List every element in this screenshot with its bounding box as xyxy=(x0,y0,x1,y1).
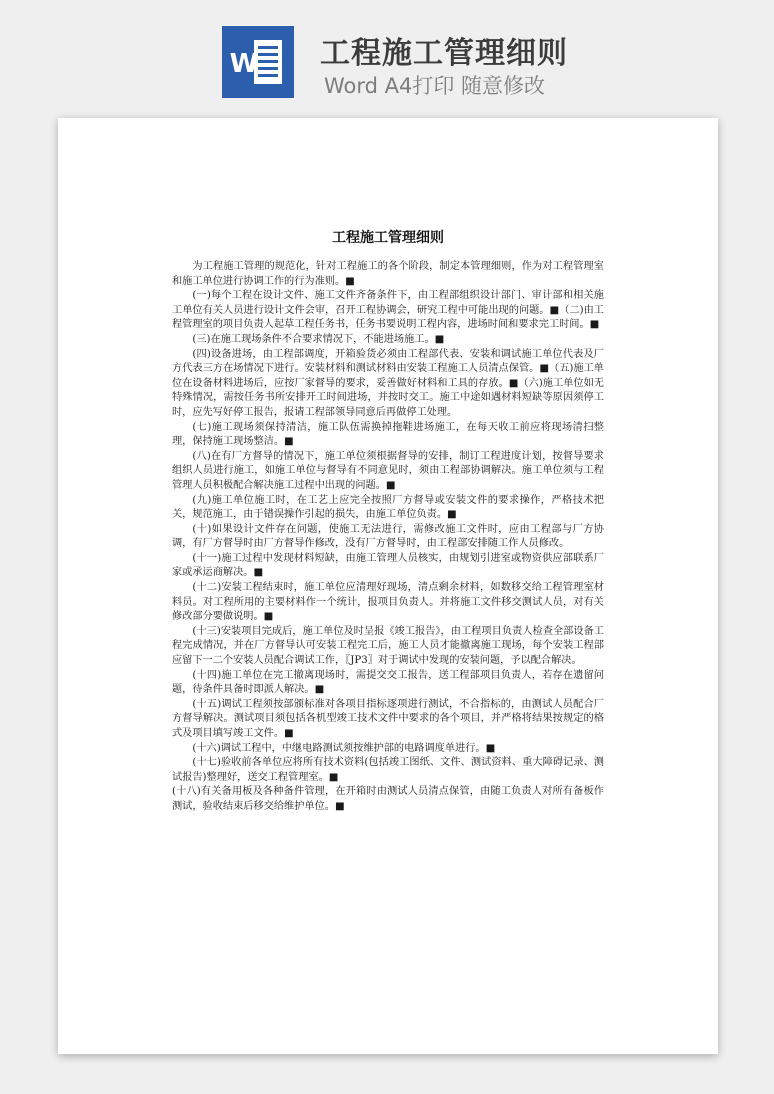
word-doc-icon xyxy=(222,26,294,98)
paragraph: (十)如果设计文件存在问题，使施工无法进行，需修改施工文件时，应由工程部与厂方协调，有厂方督导时由厂方督导作修改，没有厂方督导时，由工程部安排随工作人员修改。 xyxy=(172,523,604,550)
paragraph: (十一)施工过程中发现材料短缺，由施工管理人员核实，由规划引进室或物资供应部联系厂家或承运商解决。■ xyxy=(172,552,604,579)
paragraph: 为工程施工管理的规范化，针对工程施工的各个阶段，制定本管理细则，作为对工程管理室和施工单位进行协调工作的行为准则。■ xyxy=(172,261,604,287)
banner-subtitle: Word A4打印 随意修改 xyxy=(324,74,546,98)
paragraph: (七)施工现场须保持清洁，施工队伍需换掉拖鞋进场施工，在每天收工前应将现场清扫整理，保持施工现场整洁。■ xyxy=(172,421,604,448)
paragraph: (十六)调试工程中，中继电路测试须按维护部的电路调度单进行。■ xyxy=(192,742,496,754)
paragraph: (九)施工单位施工时，在工艺上应完全按照厂方督导或安装文件的要求操作，严格技术把关，规范施工，由于错误操作引起的损失，由施工单位负责。■ xyxy=(172,494,604,521)
document-title: 工程施工管理细则 xyxy=(332,230,444,246)
document-body xyxy=(172,260,604,815)
paragraph: (十二)安装工程结束时，施工单位应清理好现场，清点剩余材料，如数移交给工程管理室材料员。对工程所用的主要材料作一个统计，报项目负责人。并将施工文件移交测试人员，对有关修改部分要做说明。■ xyxy=(172,582,604,623)
paragraph: (十三)安装项目完成后，施工单位及时呈报《竣工报告》，由工程项目负责人检查全部设备工程完成情况，并在厂方督导认可安装工程完工后，施工人员才能撤离施工现场，每个安装工程部应留下一二个安装人员配合调试工作，〖JP3〗对于调试中发现的安装问题，予以配合解决。 xyxy=(172,625,604,667)
paragraph: (一)每个工程在设计文件、施工文件齐备条件下，由工程部组织设计部门、审计部和相关施工单位有关人员进行设计文件会审，召开工程协调会，研究工程中可能出现的问题。■（二)由工程管理室的项目负责人起草工程任务书，任务书要说明工程内容，进场时间和要求完工时间。■ xyxy=(172,290,604,331)
banner xyxy=(0,0,774,118)
paragraph: (十七)验收前各单位应将所有技术资料(包括竣工图纸、文件、测试资料、重大障碍记录、测试报告)整理好，送交工程管理室。■ xyxy=(172,757,604,783)
banner-title: 工程施工管理细则 xyxy=(320,36,568,71)
paragraph: (四)设备进场，由工程部调度，开箱验货必须由工程部代表、安装和调试施工单位代表及厂方代表三方在场情况下进行。安装材料和测试材料由安装工程施工人员清点保管。■（五)施工单位在设备材料进场后，应按厂家督导的要求，妥善做好材料和工具的存放。■（六)施工单位如无特殊情况，需按任务书所安排开工时间进场，并按时交工。施工中途如遇材料短缺等原因须停工时，应先写好停工报告，报请工程部领导同意后再做停工处理。 xyxy=(172,348,604,418)
paragraph: (十五)调试工程须按部颁标准对各项目指标逐项进行测试，不合指标的，由测试人员配合厂方督导解决。测试项目须包括各机型竣工技术文件中要求的各个项目，并严格将结果按规定的格式及项目填写竣工文件。■ xyxy=(172,698,604,739)
paragraph: (八)在有厂方督导的情况下，施工单位须根据督导的安排，制订工程进度计划，按督导要求组织人员进行施工，如施工单位与督导有不同意见时，须由工程部协调解决。施工单位须与工程管理人员积极配合解决施工过程中出现的问题。■ xyxy=(172,450,604,491)
document-page xyxy=(58,118,718,1054)
paragraph: (十八)有关备用板及各种备件管理，在开箱时由测试人员清点保管，由随工负责人对所有备板作测试，验收结束后移交给维护单位。■ xyxy=(172,786,604,812)
paragraph: (十四)施工单位在完工撤离现场时，需提交交工报告，送工程部项目负责人，若存在遗留问题，待条件具备时即派人解决。■ xyxy=(172,669,604,696)
paragraph: (三)在施工现场条件不合要求情况下，不能进场施工。■ xyxy=(192,333,445,345)
svg-text:W: W xyxy=(229,49,259,79)
